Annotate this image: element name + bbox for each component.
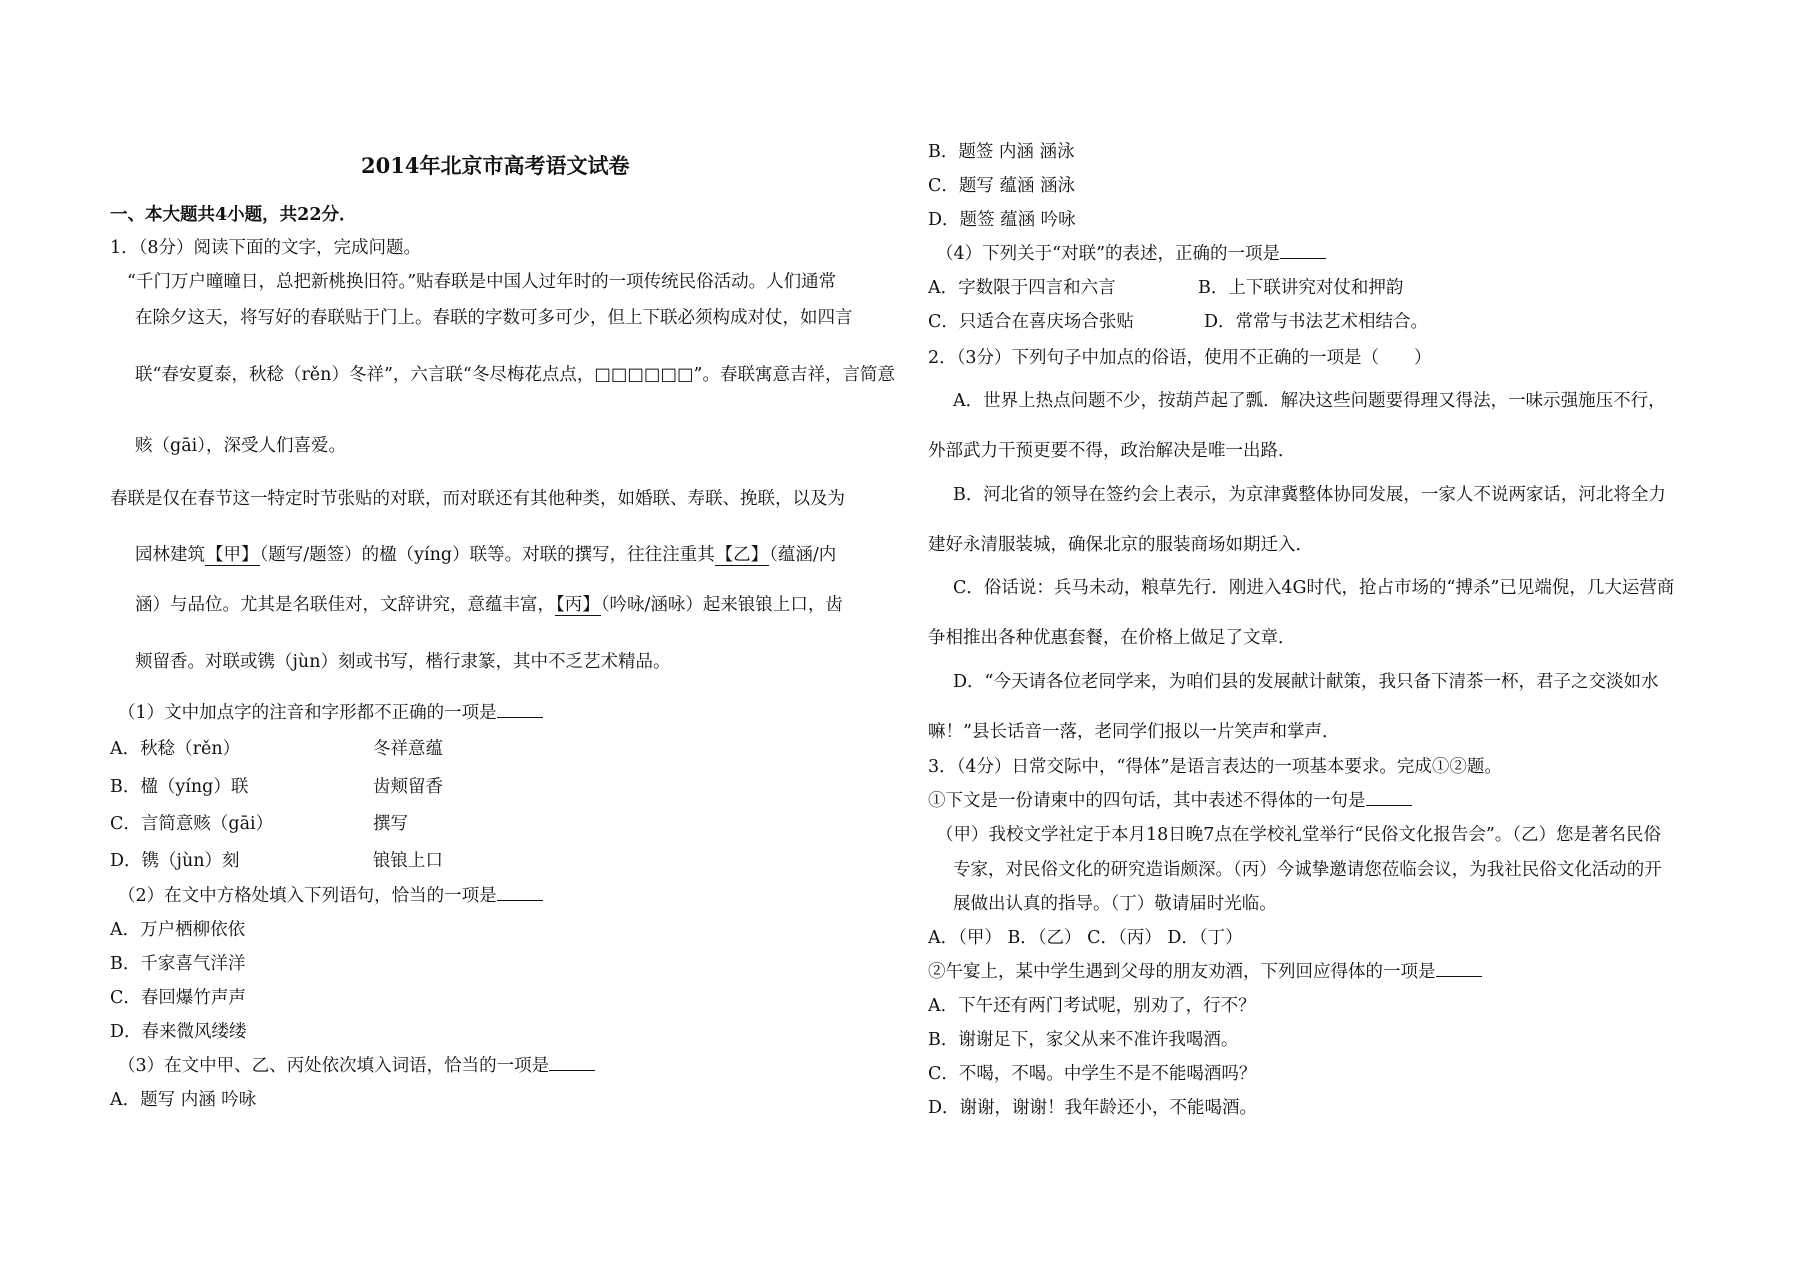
option-a-pair: 冬祥意蕴 xyxy=(373,739,443,759)
passage-line xyxy=(135,547,836,565)
option-a-continued: 外部武力干预更要不得，政治解决是唯一出路． xyxy=(928,441,1296,461)
option-d-pair: 锒锒上口 xyxy=(373,851,443,871)
answer-blank[interactable] xyxy=(497,717,543,718)
option-c-pair: 撰写 xyxy=(373,814,408,834)
invitation-passage-line: 专家，对民俗文化的研究造诣颇深。（丙）今诚挚邀请您莅临会议，为我社民俗文化活动的开 xyxy=(953,860,1662,880)
answer-blank[interactable] xyxy=(497,900,543,901)
option-c: C．只适合在喜庆场合张贴 xyxy=(928,312,1134,332)
question-3-stem: 3．（4分）日常交际中，“得体”是语言表达的一项基本要求。完成①②题。 xyxy=(928,757,1502,777)
question-2-stem: 2．（3分）下列句子中加点的俗语，使用不正确的一项是（ ） xyxy=(928,348,1432,368)
option-b: B．千家喜气洋洋 xyxy=(110,954,246,974)
option-b: B．谢谢足下，家父从来不准许我喝酒。 xyxy=(928,1030,1239,1050)
invitation-passage-line: 展做出认真的指导。（丁）敬请届时光临。 xyxy=(953,894,1277,914)
option-d: D．题签 蕴涵 吟咏 xyxy=(928,210,1076,230)
option-c-continued: 争相推出各种优惠套餐，在价格上做足了文章． xyxy=(928,628,1296,648)
blank-marker-jia: 【甲】 xyxy=(206,545,259,565)
option-d-continued: 嘛！”县长话音一落，老同学们报以一片笑声和掌声． xyxy=(928,722,1340,742)
passage-text: （吟咏/涵咏）起来锒锒上口，齿 xyxy=(600,595,843,615)
option-c: C．言简意赅（gāi） xyxy=(110,814,274,834)
exam-title: 2014年北京市高考语文试卷 xyxy=(361,153,630,178)
option-b: B．楹（yíng）联 xyxy=(110,777,249,797)
passage-line: 颊留香。对联或镌（jùn）刻或书写，楷行隶篆，其中不乏艺术精品。 xyxy=(135,652,671,672)
passage-line: 春联是仅在春节这一特定时节张贴的对联，而对联还有其他种类，如婚联、寿联、挽联，以及为 xyxy=(110,489,845,509)
passage-text: （题写/题签）的楹（yíng）联等。对联的撰写，往往注重其 xyxy=(259,545,715,565)
answer-blank[interactable] xyxy=(549,1070,595,1071)
option-b: B．上下联讲究对仗和押韵 xyxy=(1198,278,1404,298)
sub-question-3-2-stem: ②午宴上，某中学生遇到父母的朋友劝酒，下列回应得体的一项是 xyxy=(928,964,1482,982)
left-column xyxy=(110,0,910,1282)
option-a: A．万户栖柳依依 xyxy=(110,920,246,940)
right-column xyxy=(928,0,1728,1282)
option-d: D．谢谢，谢谢！我年龄还小，不能喝酒。 xyxy=(928,1098,1258,1118)
blank-marker-bing: 【丙】 xyxy=(556,595,600,615)
passage-text: 涵）与品位。尤其是名联佳对，文辞讲究，意蕴丰富， xyxy=(135,595,555,615)
option-b: B．题签 内涵 涵泳 xyxy=(928,142,1075,162)
passage-line: 联“春安夏泰，秋稔（rěn）冬祥”，六言联“冬尽梅花点点，□□□□□□”。春联寓意吉祥，言简意 xyxy=(135,365,895,385)
option-row: A．（甲） B．（乙） C．（丙） D．（丁） xyxy=(928,928,1243,948)
passage-line: 在除夕这天，将写好的春联贴于门上。春联的字数可多可少，但上下联必须构成对仗，如四言 xyxy=(135,308,853,328)
option-d: D．常常与书法艺术相结合。 xyxy=(1204,312,1429,332)
option-a: A．秋稔（rěn） xyxy=(110,739,241,759)
sub-question-4-stem: （4）下列关于“对联”的表述，正确的一项是 xyxy=(936,246,1326,264)
sub-question-2-stem: （2）在文中方格处填入下列语句，恰当的一项是 xyxy=(118,888,543,906)
option-a: A．字数限于四言和六言 xyxy=(928,278,1116,298)
sub-question-3-stem: （3）在文中甲、乙、丙处依次填入词语，恰当的一项是 xyxy=(118,1058,595,1076)
option-b-pair: 齿颊留香 xyxy=(373,777,443,797)
option-a: A．题写 内涵 吟咏 xyxy=(110,1090,257,1110)
option-a: A．下午还有两门考试呢，别劝了，行不？ xyxy=(928,996,1256,1016)
option-a: A．世界上热点问题不少，按葫芦起了瓢．解决这些问题要得理又得法，一味示强施压不行， xyxy=(953,391,1666,411)
option-b-continued: 建好永清服装城，确保北京的服装商场如期迁入． xyxy=(928,535,1313,555)
option-c: C．不喝，不喝。中学生不是不能喝酒吗？ xyxy=(928,1064,1257,1084)
option-c: C．题写 蕴涵 涵泳 xyxy=(928,176,1076,196)
answer-blank[interactable] xyxy=(1280,258,1326,259)
invitation-passage-line: （甲）我校文学社定于本月18日晚7点在学校礼堂举行“民俗文化报告会”。（乙）您是著名民俗 xyxy=(936,825,1662,845)
option-d: D．“今天请各位老同学来，为咱们县的发展献计献策，我只备下清茶一杯，君子之交淡如水 xyxy=(953,672,1659,692)
section-heading: 一、本大题共4小题，共22分． xyxy=(110,205,357,225)
passage-text: 园林建筑 xyxy=(135,545,205,565)
passage-text: （蕴涵/内 xyxy=(769,545,837,565)
option-d: D．春来微风缕缕 xyxy=(110,1022,247,1042)
passage-line: 赅（gāi），深受人们喜爱。 xyxy=(135,436,346,456)
passage-line: “千门万户曈曈日，总把新桃换旧符。”贴春联是中国人过年时的一项传统民俗活动。人们通常 xyxy=(127,272,837,292)
answer-blank[interactable] xyxy=(1366,805,1412,806)
sub-question-3-1-stem: ①下文是一份请柬中的四句话，其中表述不得体的一句是 xyxy=(928,793,1412,811)
option-d: D．镌（jùn）刻 xyxy=(110,851,240,871)
option-b: B．河北省的领导在签约会上表示，为京津冀整体协同发展，一家人不说两家话，河北将全力 xyxy=(953,485,1666,505)
sub-question-1-stem: （1）文中加点字的注音和字形都不正确的一项是 xyxy=(118,705,543,723)
blank-marker-yi: 【乙】 xyxy=(715,545,769,565)
answer-blank[interactable] xyxy=(1436,976,1482,977)
option-c: C．俗话说：兵马未动，粮草先行．刚进入4G时代，抢占市场的“搏杀”已见端倪，几大运营商 xyxy=(953,578,1675,598)
option-c: C．春回爆竹声声 xyxy=(110,988,246,1008)
passage-line xyxy=(135,597,843,615)
question-1-stem: 1．（8分）阅读下面的文字，完成问题。 xyxy=(110,238,422,258)
